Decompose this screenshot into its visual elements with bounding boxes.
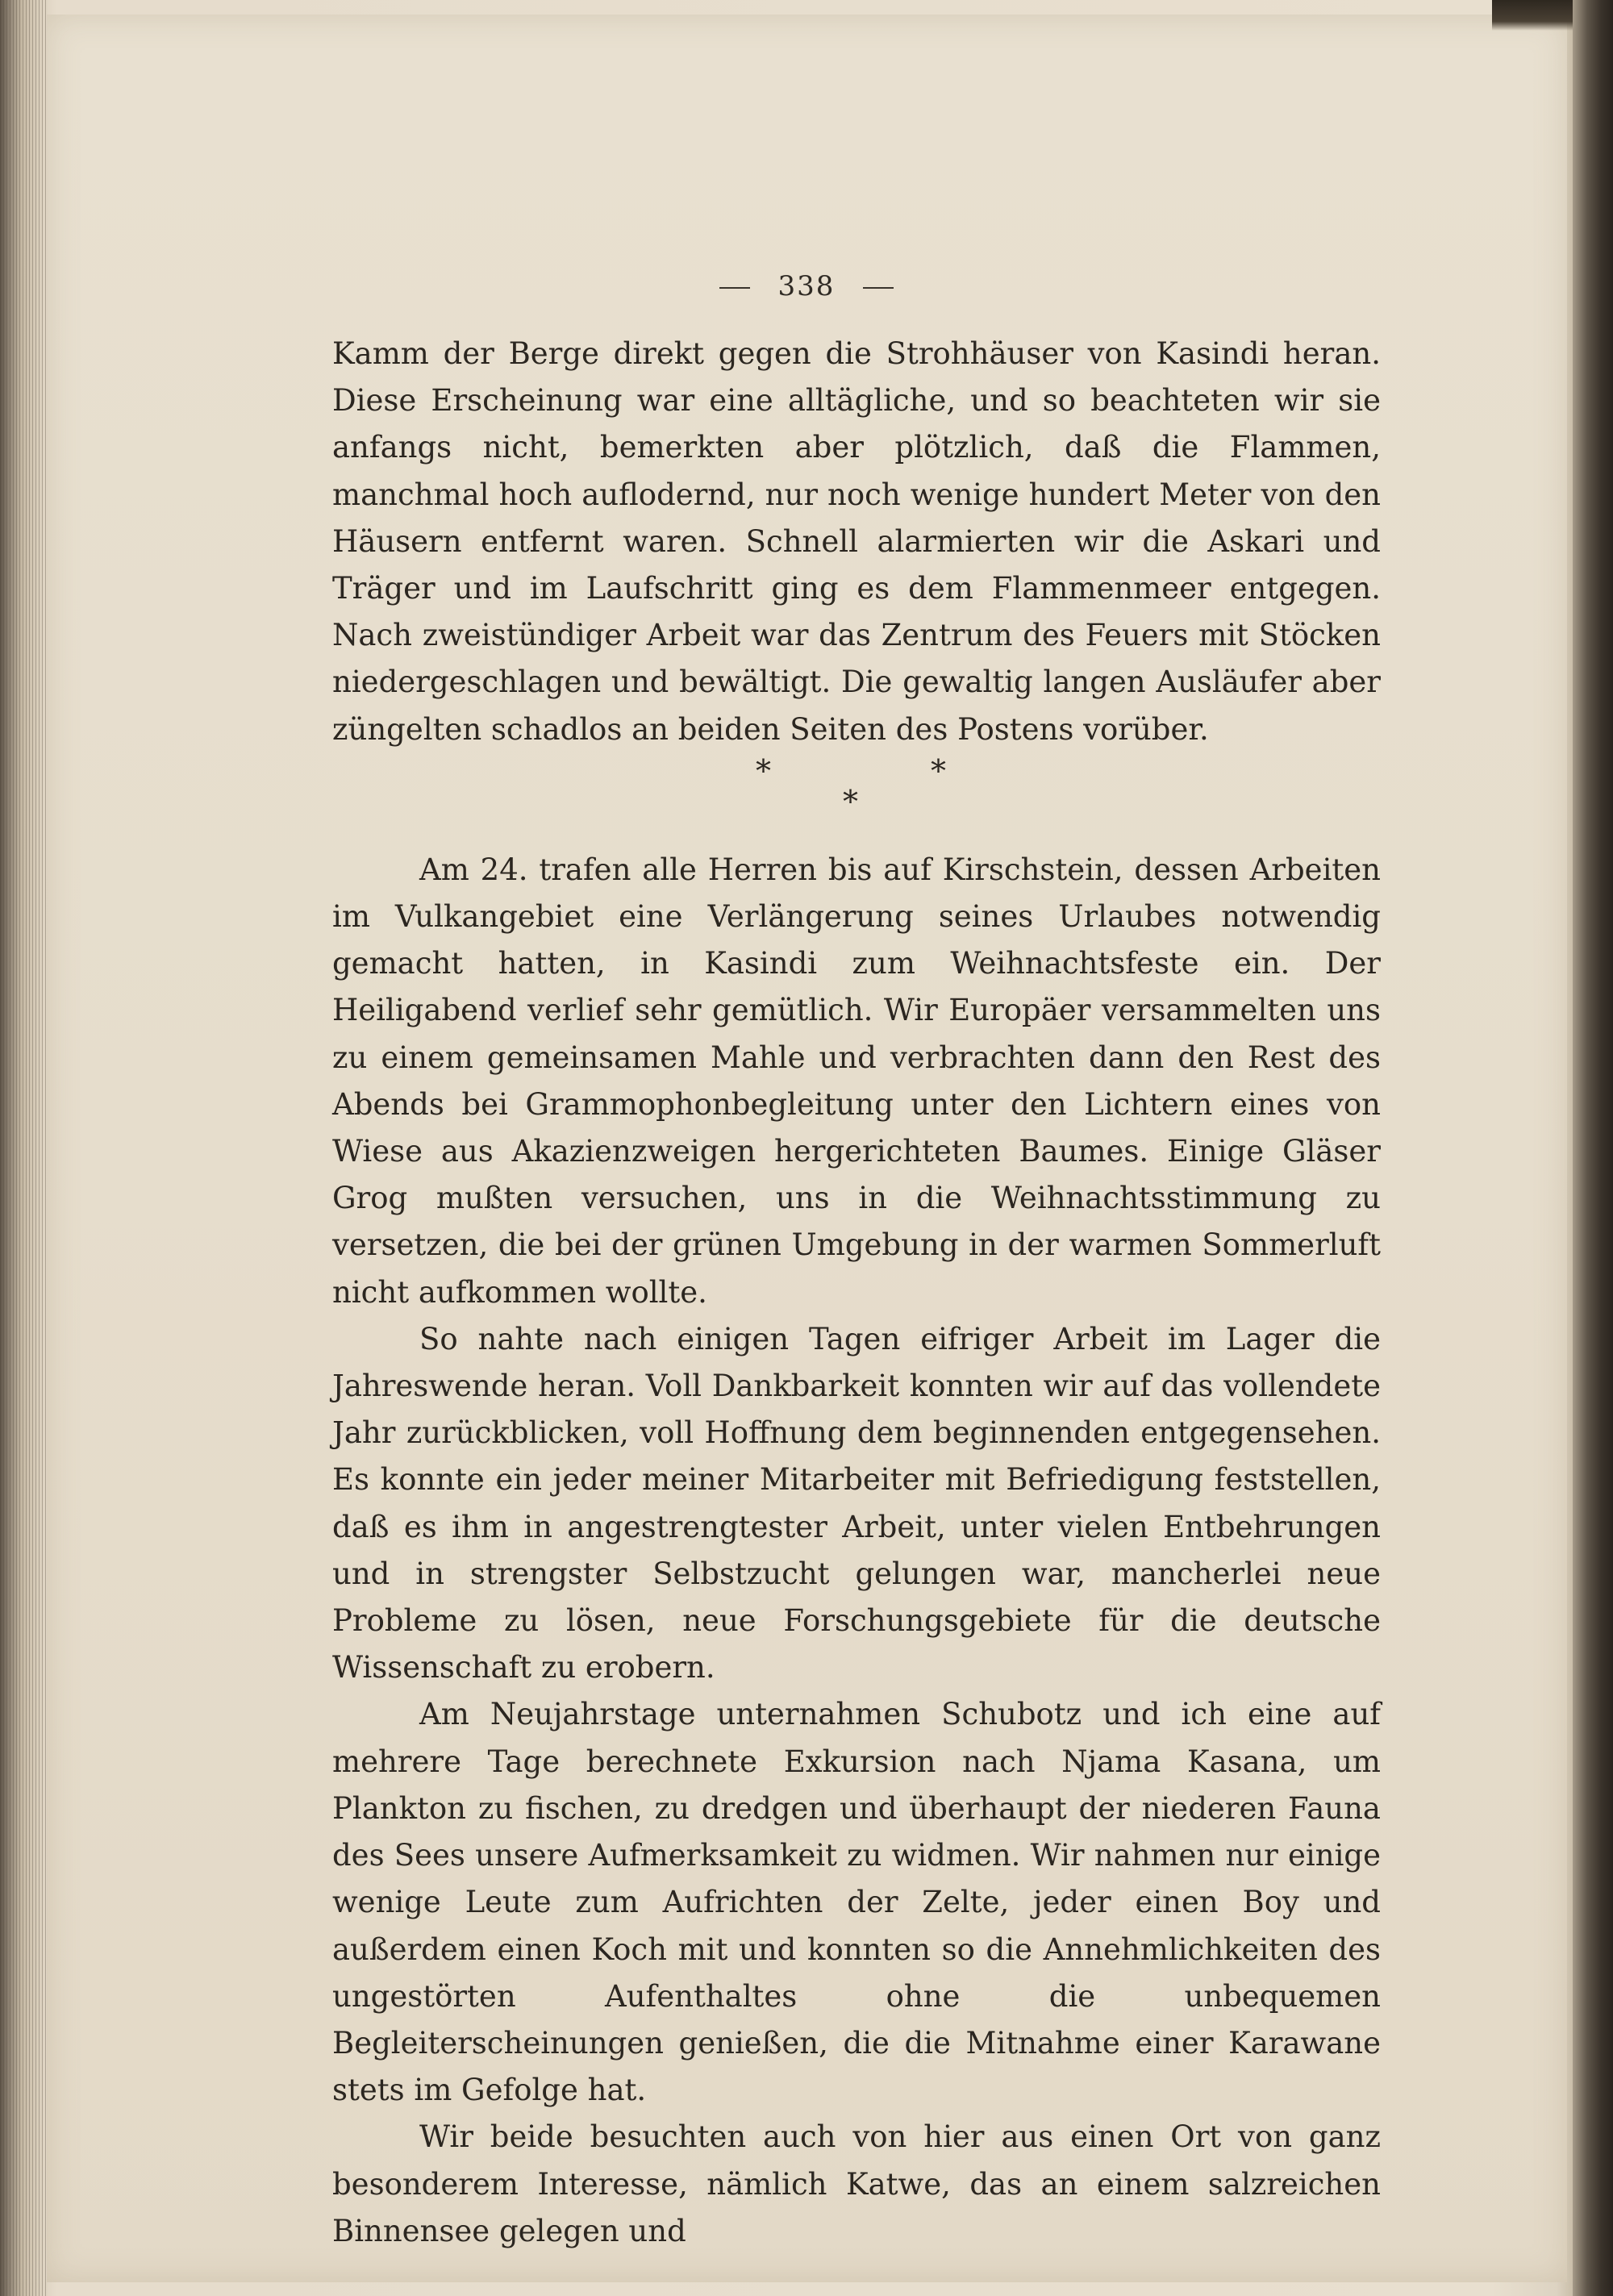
paragraph-3: So nahte nach einigen Tagen eifriger Arbeit im Lager die Jahreswende heran. Voll Dankbarkeit konnten wir auf das vollendete Jahr zurückblicken, voll Hoffnung dem beginnenden entgegensehen. Es konnte ein jeder meiner Mitarbeiter mit Befriedigung feststellen, daß es ihm in angestrengtester Arbeit, unter vielen Entbehrungen und in strengster Selbstzucht gelungen war, mancherlei neue Probleme zu lösen, neue Forschungsgebiete für die deutsche Wissenschaft zu erobern.: [332, 1321, 1381, 1686]
page-edges: [0, 0, 47, 2296]
book-binding: [1573, 0, 1613, 2296]
paragraph-2: Am 24. trafen alle Herren bis auf Kirschstein, dessen Arbeiten im Vulkangebiet eine Verlängerung seines Urlaubes notwendig gemacht hatten, in Kasindi zum Weihnachtsfeste ein. Der Heiligabend verlief sehr gemütlich. Wir Europäer versammelten uns zu einem gemeinsamen Mahle und verbrachten dann den Rest des Abends bei Grammophonbegleitung unter den Lichtern eines von Wiese aus Akazienzweigen hergerichteten Baumes. Einige Gläser Grog mußten versuchen, uns in die Weihnachtsstimmung zu versetzen, die bei der grünen Umgebung in der warmen Sommerluft nicht aufkommen wollte.: [332, 852, 1381, 1310]
page-header: [0, 270, 1613, 302]
separator-star-1: *: [756, 752, 771, 789]
page-number: 338: [777, 270, 836, 302]
separator-star-3: *: [843, 783, 858, 819]
paragraph-5: Wir beide besuchten auch von hier aus einen Ort von ganz besonderem Interesse, nämlich Katwe, das an einem salzreichen Binnensee gelegen und: [332, 2119, 1381, 2248]
body-text: [332, 331, 1381, 2255]
separator-star-2: *: [931, 752, 946, 789]
paragraph-1: Kamm der Berge direkt gegen die Strohhäuser von Kasindi heran. Diese Erscheinung war eine alltägliche, und so beachteten wir sie anfangs nicht, bemerkten aber plötzlich, daß die Flammen, manchmal hoch auflodernd, nur noch wenige hundert Meter von den Häusern entfernt waren. Schnell alarmierten wir die Askari und Träger und im Laufschritt ging es dem Flammenmeer entgegen. Nach zweistündiger Arbeit war das Zentrum des Feuers mit Stöcken niedergeschlagen und bewältigt. Die gewaltig langen Ausläufer aber züngelten schadlos an beiden Seiten des Postens vorüber.: [332, 336, 1381, 747]
header-dash-left: [719, 287, 750, 289]
header-dash-right: [863, 287, 894, 289]
section-separator: [332, 753, 1381, 847]
paragraph-4: Am Neujahrstage unternahmen Schubotz und ich eine auf mehrere Tage berechnete Exkursion nach Njama Kasana, um Plankton zu fischen, zu dredgen und überhaupt der niederen Fauna des Sees unsere Aufmerksamkeit zu widmen. Wir nahmen nur einige wenige Leute zum Aufrichten der Zelte, jeder einen Boy und außerdem einen Koch mit und konnten so die Annehmlichkeiten des ungestörten Aufenthaltes ohne die unbequemen Begleiterscheinungen genießen, die die Mitnahme einer Karawane stets im Gefolge hat.: [332, 1697, 1381, 2108]
